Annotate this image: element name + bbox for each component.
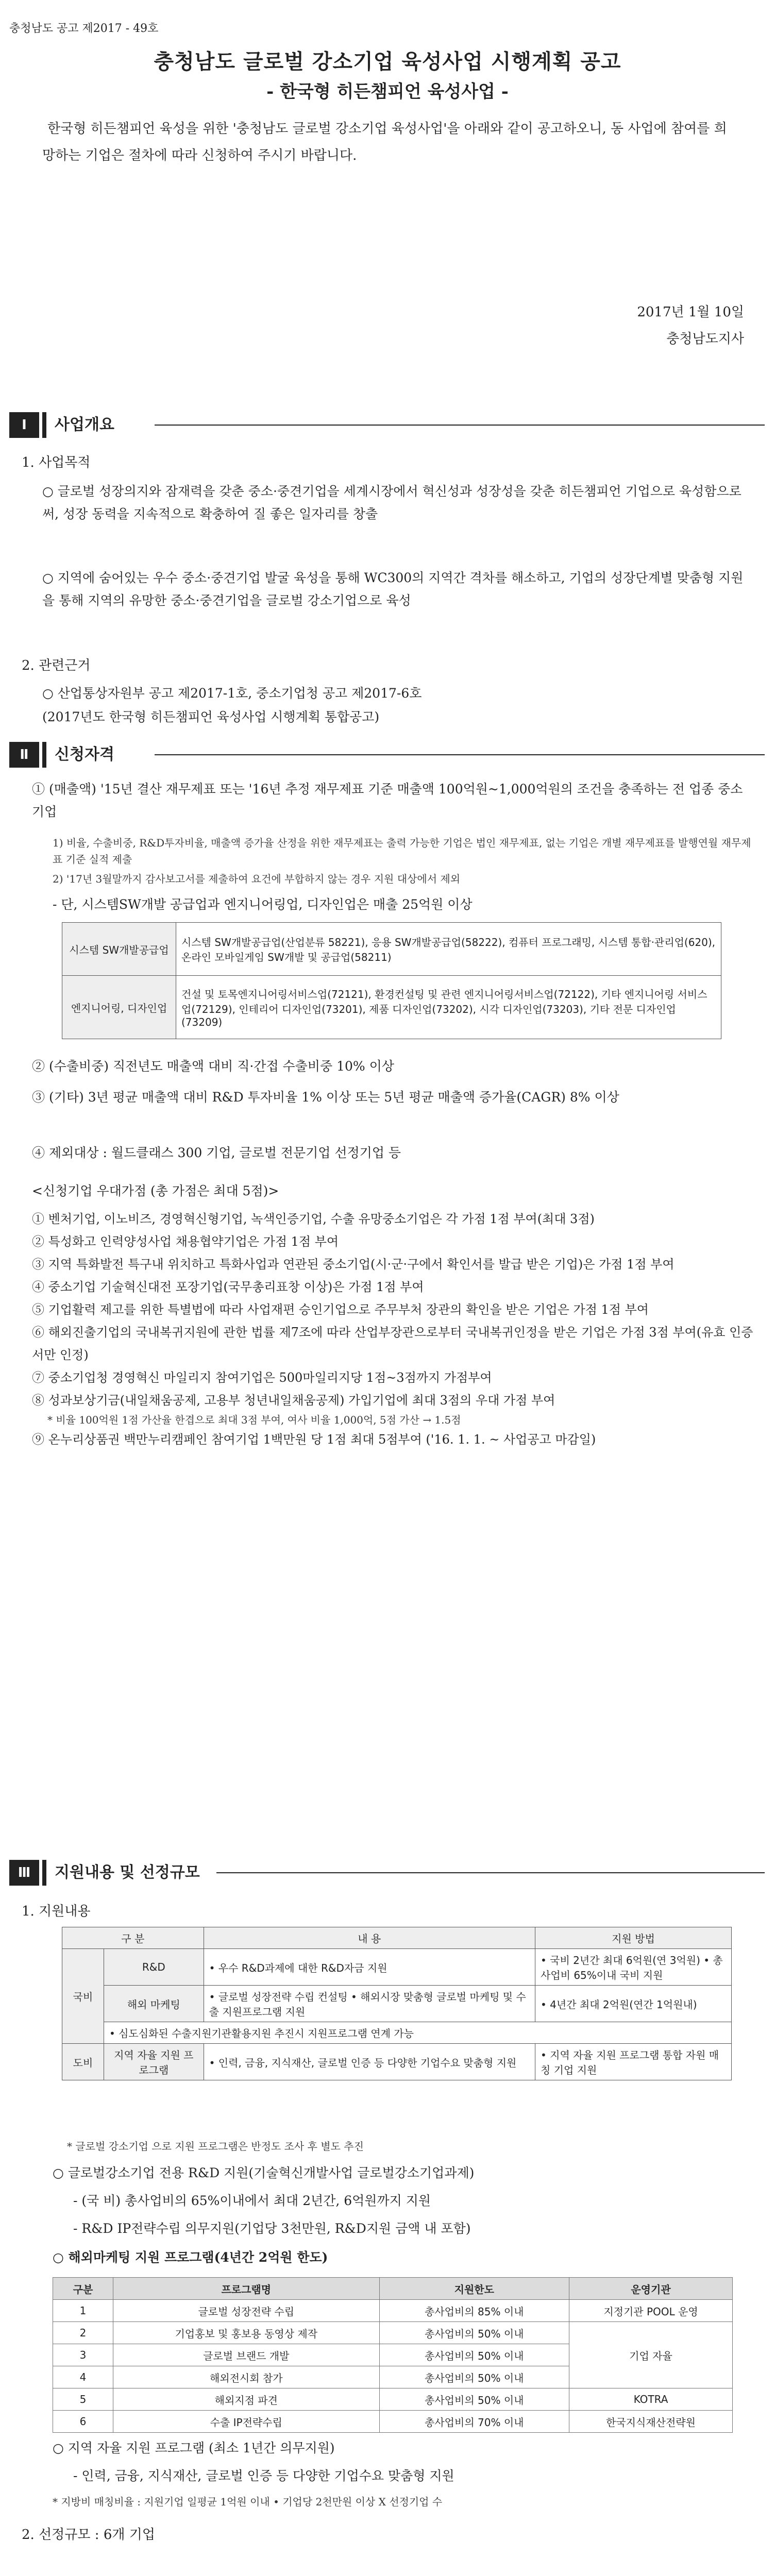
sec1-basis-1: ○ 산업통상자원부 공고 제2017-1호, 중소기업청 공고 제2017-6호	[42, 686, 422, 701]
table-cell: 6	[53, 2411, 113, 2433]
table-header: 프로그램명	[113, 2278, 380, 2300]
table-header: 지원한도	[379, 2278, 569, 2300]
list-item: ⑨ 온누리상품권 백만누리캠페인 참여기업 1백만원 당 1점 최대 5점부여 ('16. 1. 1. ~ 사업공고 마감일)	[32, 1432, 596, 1447]
support-table	[62, 1927, 732, 2080]
table-header: 운영기관	[569, 2278, 733, 2300]
regional-support-detail: - 인력, 금융, 지식재산, 글로벌 인증 등 다양한 기업수요 맞춤형 지원	[73, 2468, 454, 2483]
issue-date: 2017년 1월 10일	[637, 304, 744, 320]
table-cell: 건설 및 토목엔지니어링서비스업(72121), 환경컨설팅 및 관련 엔지니어링서비스업(72122), 기타 엔지니어링 서비스업(72129), 인테리어 디자인업(73201), 제품 디자인업(73202), 시각 디자인업(73203), 기타 전문 디자인업(73209)	[176, 976, 721, 1039]
sec1-purpose-1: ○ 글로벌 성장의지와 잠재력을 갖춘 중소·중견기업을 세계시장에서 혁신성과 성장성을 갖춘 히든챔피언 기업으로 육성함으로써, 성장 동력을 지속적으로 확충하여 질 좋은 일자리를 창출	[42, 484, 742, 521]
rnd-national: - (국 비) 총사업비의 65%이내에서 최대 2년간, 6억원까지 지원	[73, 2193, 431, 2208]
issuer: 충청남도지사	[666, 331, 744, 347]
criteria-exclusion: ④ 제외대상 : 월드클래스 300 기업, 글로벌 전문기업 선정기업 등	[32, 1145, 401, 1160]
table-row	[53, 2300, 733, 2322]
table-cell: R&D	[104, 1949, 204, 1986]
page-title: 충청남도 글로벌 강소기업 육성사업 시행계획 공고	[154, 49, 621, 74]
table-cell: • 인력, 금융, 지식재산, 글로벌 인증 등 다양한 기업수요 맞춤형 지원	[204, 2044, 535, 2080]
table-cell: 2	[53, 2322, 113, 2344]
table-cell: 4	[53, 2366, 113, 2388]
section-1-header	[0, 412, 775, 438]
section-rule	[155, 754, 765, 755]
table-cell: 한국지식재산전략원	[569, 2411, 733, 2433]
table-cell: 지역 자율 지원 프로그램	[104, 2044, 204, 2080]
sec1-purpose-2: ○ 지역에 숨어있는 우수 중소·중견기업 발굴 육성을 통해 WC300의 지역간 격차를 해소하고, 기업의 성장단계별 맞춤형 지원을 통해 지역의 유망한 중소·중견기업을 글로벌 강소기업으로 육성	[42, 570, 744, 608]
criteria-exception: - 단, 시스템SW개발 공급업과 엔지니어링업, 디자인업은 매출 25억원 이상	[53, 897, 473, 912]
regional-note: * 지방비 매칭비율 : 지원기업 일평균 1억원 이내 • 기업당 2천만원 이상 X 선정기업 수	[53, 2496, 443, 2508]
table-cell: • 국비 2년간 최대 6억원(연 3억원) • 총사업비 65%이내 국비 지원	[535, 1949, 732, 1986]
sec1-heading-basis: 2. 관련근거	[22, 658, 91, 673]
list-item: ⑤ 기업활력 제고를 위한 특별법에 따라 사업재편 승인기업으로 주무부처 장관의 확인을 받은 기업은 가점 1점 부여	[32, 1302, 649, 1317]
marketing-table	[53, 2277, 733, 2433]
list-item: ⑧ 성과보상기금(내일채움공제, 고용부 청년내일채움공제) 가입기업에 최대 3점의 우대 가점 부여	[32, 1393, 555, 1408]
section-label: 지원내용 및 선정규모	[55, 1863, 200, 1882]
table-row	[62, 2044, 732, 2080]
table-cell: 기업 자율	[569, 2322, 733, 2388]
table-cell: 글로벌 성장전략 수립	[113, 2300, 380, 2322]
selection-scale: 2. 선정규모 : 6개 기업	[22, 2527, 155, 2543]
table-cell: • 글로벌 성장전략 수립 컨설팅 • 해외시장 맞춤형 글로벌 마케팅 및 수출 지원프로그램 지원	[204, 1986, 535, 2022]
section-bar	[42, 412, 46, 438]
section-number: Ⅲ	[9, 1860, 39, 1886]
table-row	[62, 976, 721, 1039]
industry-table	[62, 922, 721, 1039]
table-row	[53, 2388, 733, 2411]
intro-paragraph: 한국형 히든챔피언 육성을 위한 '충청남도 글로벌 강소기업 육성사업'을 아래와 같이 공고하오니, 동 사업에 참여를 희망하는 기업은 절차에 따라 신청하여 주시기 바랍니다.	[42, 121, 727, 163]
marketing-support: ○ 해외마케팅 지원 프로그램(4년간 2억원 한도)	[53, 2250, 328, 2265]
table-cell: • 우수 R&D과제에 대한 R&D자금 지원	[204, 1949, 535, 1986]
table-row	[62, 1927, 732, 1949]
support-note: * 글로벌 강소기업 으로 지원 프로그램은 반정도 조사 후 별도 추진	[67, 2140, 364, 2153]
criteria-export: ② (수출비중) 직전년도 매출액 대비 직·간접 수출비중 10% 이상	[32, 1059, 394, 1074]
table-cell: 1	[53, 2300, 113, 2322]
table-cell: 5	[53, 2388, 113, 2411]
table-cell: 해외전시회 참가	[113, 2366, 380, 2388]
table-cell: 기업홍보 및 홍보용 동영상 제작	[113, 2322, 380, 2344]
preference-heading: <신청기업 우대가점 (총 가점은 최대 5점)>	[32, 1183, 279, 1198]
list-item: ③ 지역 특화발전 특구내 위치하고 특화사업과 연관된 중소기업(시·군·구에서 확인서를 발급 받은 기업)은 가점 1점 부여	[32, 1257, 675, 1272]
preference-note: * 비율 100억원 1점 가산율 한겹으로 최대 3점 부여, 여사 비율 1,000억, 5점 가산 → 1.5점	[47, 1414, 461, 1426]
section-number: Ⅱ	[9, 742, 39, 768]
table-cell: 해외 마케팅	[104, 1986, 204, 2022]
table-cell: 총사업비의 50% 이내	[379, 2366, 569, 2388]
table-cell: 국비	[62, 1949, 104, 2044]
table-row	[62, 1949, 732, 1986]
section-bar	[42, 742, 46, 768]
regional-support: ○ 지역 자율 지원 프로그램 (최소 1년간 의무지원)	[53, 2441, 335, 2455]
table-cell: • 4년간 최대 2억원(연간 1억원내)	[535, 1986, 732, 2022]
table-cell: 해외지점 파견	[113, 2388, 380, 2411]
sec1-heading-purpose: 1. 사업목적	[22, 455, 91, 470]
section-number: Ⅰ	[9, 412, 39, 438]
table-cell: 엔지니어링, 디자인업	[62, 976, 176, 1039]
section-label: 신청자격	[55, 745, 114, 764]
criteria-rnd: ③ (기타) 3년 평균 매출액 대비 R&D 투자비율 1% 이상 또는 5년 평균 매출액 증가율(CAGR) 8% 이상	[32, 1090, 619, 1105]
table-cell: 총사업비의 50% 이내	[379, 2388, 569, 2411]
table-header: 지원 방법	[535, 1927, 732, 1949]
table-cell: 시스템 SW개발공급업(산업분류 58221), 응용 SW개발공급업(58222), 컴퓨터 프로그래밍, 시스템 통합·관리업(620), 온라인 모바일게임 SW개발 및 공급업(58211)	[176, 923, 721, 976]
criteria-note-2: 2) '17년 3월말까지 감사보고서를 제출하여 요건에 부합하지 않는 경우 지원 대상에서 제외	[53, 873, 461, 885]
rnd-ip: - R&D IP전략수립 의무지원(기업당 3천만원, R&D지원 금액 내 포함)	[73, 2221, 471, 2236]
table-row	[53, 2322, 733, 2344]
table-header: 구 분	[62, 1927, 204, 1949]
list-item: ② 특성화고 인력양성사업 채용협약기업은 가점 1점 부여	[32, 1234, 339, 1249]
table-cell: 지정기관 POOL 운영	[569, 2300, 733, 2322]
table-cell: 총사업비의 85% 이내	[379, 2300, 569, 2322]
table-cell: 글로벌 브랜드 개발	[113, 2344, 380, 2366]
criteria-note-1: 1) 비율, 수출비중, R&D투자비율, 매출액 증가율 산정을 위한 재무제표는 출력 가능한 기업은 법인 재무제표, 없는 기업은 개별 재무제표를 발행연월 재무제표 기준 실적 제출	[53, 837, 751, 866]
table-header: 내 용	[204, 1927, 535, 1949]
table-cell: 총사업비의 50% 이내	[379, 2322, 569, 2344]
table-cell: 3	[53, 2344, 113, 2366]
table-row	[62, 2022, 732, 2044]
table-row	[53, 2411, 733, 2433]
table-row	[62, 1986, 732, 2022]
section-2-header	[0, 742, 775, 768]
sec1-basis-2: (2017년도 한국형 히든챔피언 육성사업 시행계획 통합공고)	[42, 709, 380, 724]
issue-date-block	[637, 299, 744, 352]
table-cell: 도비	[62, 2044, 104, 2080]
list-item: ① 벤처기업, 이노비즈, 경영혁신형기업, 녹색인증기업, 수출 유망중소기업은 각 가점 1점 부여(최대 3점)	[32, 1212, 595, 1226]
table-cell: KOTRA	[569, 2388, 733, 2411]
preference-list	[32, 1208, 753, 1451]
table-header: 구분	[53, 2278, 113, 2300]
list-item: ⑥ 해외진출기업의 국내복귀지원에 관한 법률 제7조에 따라 산업부장관으로부터 국내복귀인정을 받은 기업은 가점 3점 부여(유효 인증서만 인정)	[32, 1325, 753, 1362]
table-row	[62, 923, 721, 976]
section-label: 사업개요	[55, 416, 114, 434]
table-cell: 총사업비의 50% 이내	[379, 2344, 569, 2366]
table-cell: 시스템 SW개발공급업	[62, 923, 176, 976]
section-rule	[155, 425, 765, 426]
list-item: ④ 중소기업 기술혁신대전 포장기업(국무총리표창 이상)은 가점 1점 부여	[32, 1280, 424, 1294]
document-number: 충청남도 공고 제2017 - 49호	[9, 22, 159, 35]
table-row	[53, 2278, 733, 2300]
section-bar	[42, 1860, 46, 1886]
table-cell: • 지역 자율 지원 프로그램 통합 자원 매칭 기업 지원	[535, 2044, 732, 2080]
table-cell: • 심도심화된 수출지원기관활용지원 추진시 지원프로그램 연계 가능	[104, 2022, 732, 2044]
list-item: ⑦ 중소기업청 경영혁신 마일리지 참여기업은 500마일리지당 1점~3점까지 가점부여	[32, 1370, 492, 1385]
criteria-sales: ① (매출액) '15년 결산 재무제표 또는 '16년 추정 재무제표 기준 매출액 100억원~1,000억원의 조건을 충족하는 전 업종 중소기업	[32, 782, 743, 819]
section-rule	[216, 1872, 765, 1873]
sec3-heading-support: 1. 지원내용	[22, 1904, 91, 1919]
section-3-header	[0, 1860, 775, 1886]
table-cell: 총사업비의 70% 이내	[379, 2411, 569, 2433]
rnd-support: ○ 글로벌강소기업 전용 R&D 지원(기술혁신개발사업 글로벌강소기업과제)	[53, 2165, 475, 2180]
page-subtitle: - 한국형 히든챔피언 육성사업 -	[266, 81, 509, 102]
table-cell: 수출 IP전략수립	[113, 2411, 380, 2433]
